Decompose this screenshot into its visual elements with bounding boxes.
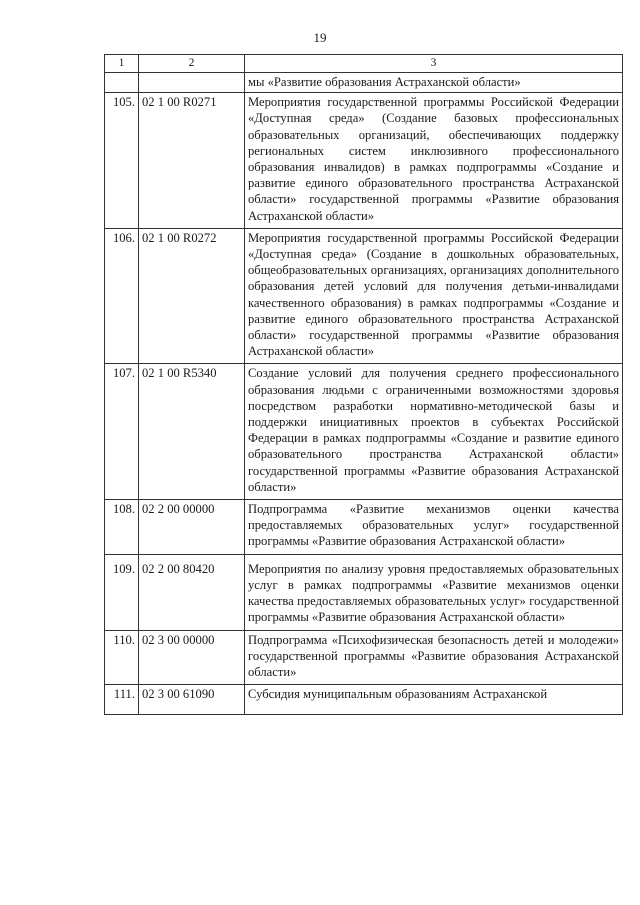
row-description: Создание условий для получения среднего профессионального образования людьми с ограниченными возможностями здоровья посредством разработки нормативно-методической базы и поддержки инициативных проектов в субъектах Российской Федерации в рамках подпрограммы «Создание и развитие единого образовательного пространства Астраханской области» государственной программы «Развитие образования Астраханской области» bbox=[245, 364, 623, 500]
row-description: Мероприятия по анализу уровня предоставляемых образовательных услуг в рамках подпрограммы «Развитие механизмов оценки качества предоставляемых образовательных услуг» государственной программы «Развитие образования Астраханской области» bbox=[245, 554, 623, 630]
row-description: мы «Развитие образования Астраханской области» bbox=[245, 73, 623, 93]
row-code: 02 3 00 61090 bbox=[139, 685, 245, 715]
row-description: Подпрограмма «Развитие механизмов оценки качества предоставляемых образовательных услуг» государственной программы «Развитие образования Астраханской области» bbox=[245, 500, 623, 555]
continuation-row bbox=[105, 73, 623, 93]
header-col-1: 1 bbox=[105, 55, 139, 73]
row-number: 111. bbox=[105, 685, 139, 715]
row-number: 109. bbox=[105, 554, 139, 630]
row-number bbox=[105, 73, 139, 93]
page-number: 19 bbox=[313, 30, 327, 45]
table-row bbox=[105, 364, 623, 500]
row-description: Мероприятия государственной программы Российской Федерации «Доступная среда» (Создание в дошкольных образовательных, общеобразовательных организациях, организациях дополнительного образования детей условий для получения детьми-инвалидами качественного образования) в рамках подпрограммы «Создание и развитие единого образовательного пространства Астраханской области» государственной программы «Развитие образования Астраханской области» bbox=[245, 228, 623, 364]
table-row bbox=[105, 93, 623, 229]
table-row bbox=[105, 554, 623, 630]
table-row bbox=[105, 685, 623, 715]
row-code: 02 2 00 00000 bbox=[139, 500, 245, 555]
row-description: Субсидия муниципальным образованиям Астраханской bbox=[245, 685, 623, 715]
row-code: 02 2 00 80420 bbox=[139, 554, 245, 630]
header-col-2: 2 bbox=[139, 55, 245, 73]
row-number: 106. bbox=[105, 228, 139, 364]
row-number: 105. bbox=[105, 93, 139, 229]
row-code: 02 1 00 R0272 bbox=[139, 228, 245, 364]
table-header-row bbox=[105, 55, 623, 73]
row-description: Подпрограмма «Психофизическая безопасность детей и молодежи» государственной программы «Развитие образования Астраханской области» bbox=[245, 630, 623, 685]
row-code: 02 3 00 00000 bbox=[139, 630, 245, 685]
table-row bbox=[105, 630, 623, 685]
row-number: 110. bbox=[105, 630, 139, 685]
row-code: 02 1 00 R5340 bbox=[139, 364, 245, 500]
header-col-3: 3 bbox=[245, 55, 623, 73]
row-number: 108. bbox=[105, 500, 139, 555]
table-row bbox=[105, 500, 623, 555]
row-description: Мероприятия государственной программы Российской Федерации «Доступная среда» (Создание базовых профессиональных образовательных организаций, обеспечивающих поддержку региональных систем инклюзивного профессионального образования инвалидов) в рамках подпрограммы «Создание и развитие единого образовательного пространства Астраханской области» государственной программы «Развитие образования Астраханской области» bbox=[245, 93, 623, 229]
row-code: 02 1 00 R0271 bbox=[139, 93, 245, 229]
classification-table bbox=[104, 54, 623, 715]
row-number: 107. bbox=[105, 364, 139, 500]
table-row bbox=[105, 228, 623, 364]
row-code bbox=[139, 73, 245, 93]
